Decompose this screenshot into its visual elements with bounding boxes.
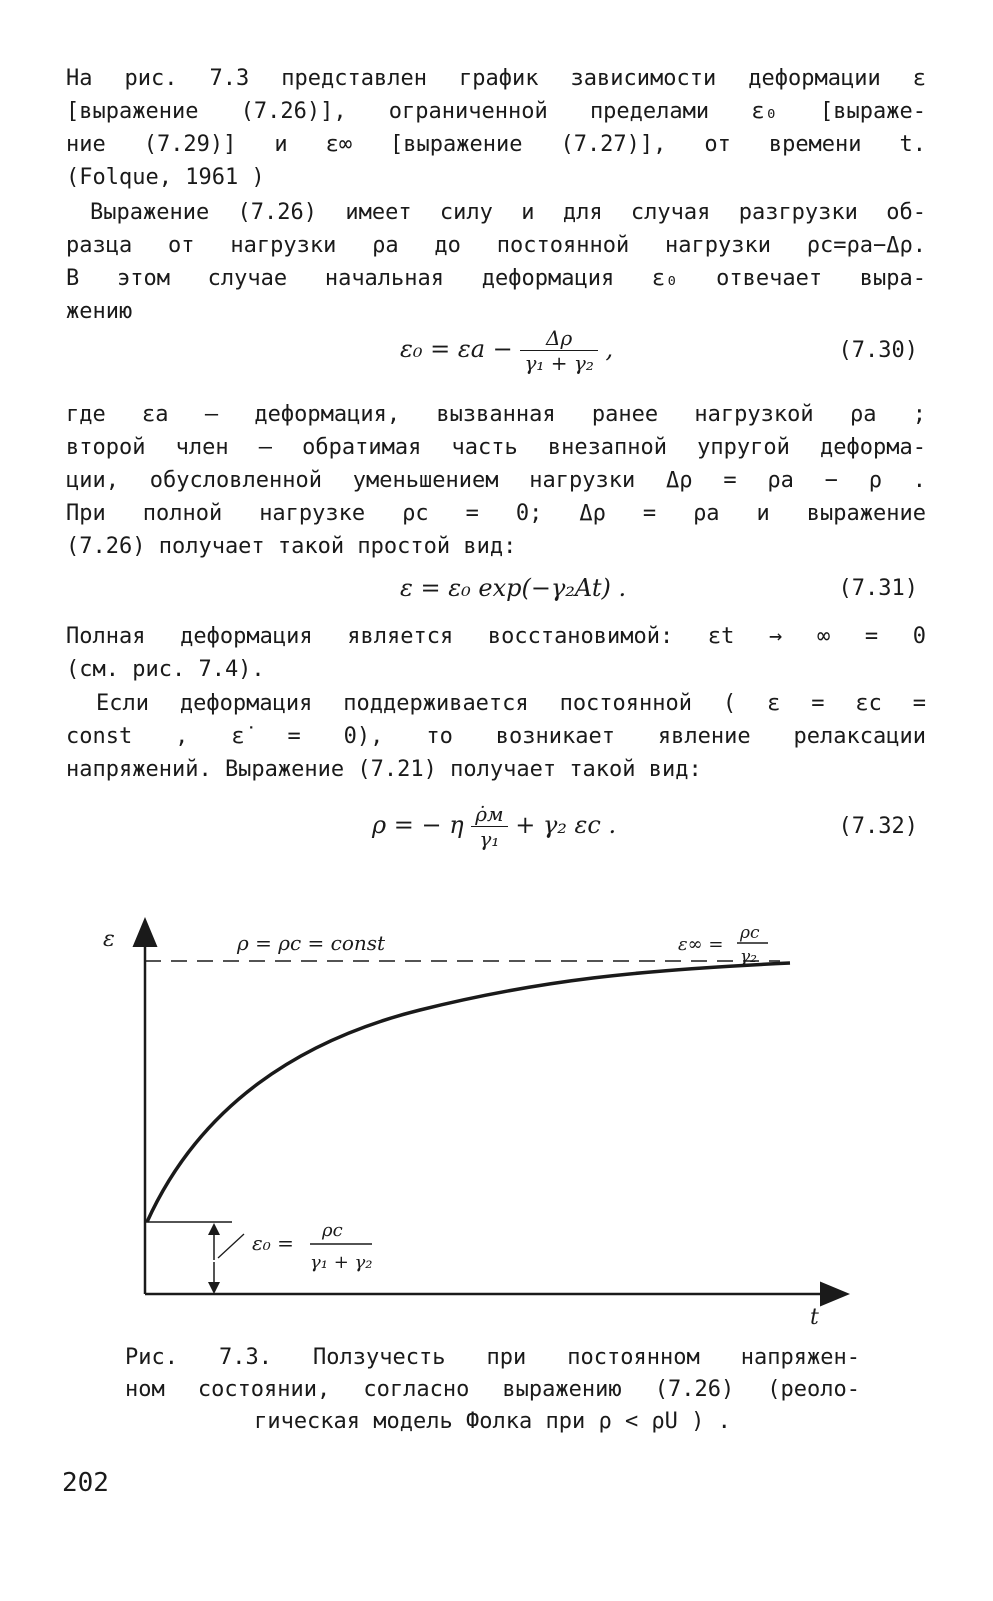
text-line: При полной нагрузке ρc = 0; Δρ = ρa и выражение	[66, 501, 926, 526]
creep-curve	[147, 963, 790, 1222]
creep-figure	[0, 900, 993, 1350]
caption-line: гическая модель Фолка при ρ < ρU ) .	[254, 1409, 731, 1434]
paragraph-recoverable	[66, 620, 926, 686]
text-line: ние (7.29)] и ε∞ [выражение (7.27)], от времени t.	[66, 132, 926, 157]
text-line: (Folque, 1961 )	[66, 165, 265, 190]
fraction-numerator: ρ̇м	[471, 802, 507, 827]
fraction-numerator: Δρ	[520, 326, 597, 351]
equation-number: (7.32)	[838, 814, 918, 839]
text-line: второй член – обратимая часть внезапной упругой деформа-	[66, 435, 926, 460]
text-line: (7.26) получает такой простой вид:	[66, 534, 517, 559]
text-line: На рис. 7.3 представлен график зависимости деформации ε	[66, 66, 926, 91]
caption-line: ном состоянии, согласно выражению (7.26) (реоло-	[125, 1377, 860, 1402]
y-axis-label: ε	[103, 927, 115, 952]
equation-expr: ε = ε₀ exp(−γ₂At) .	[400, 574, 627, 602]
x-axis-label: t	[810, 1305, 819, 1330]
paragraph-where	[66, 398, 926, 563]
text-line: const , ε̇ = 0), то возникает явление релаксации	[66, 724, 926, 749]
text-line: напряжений. Выражение (7.21) получает такой вид:	[66, 757, 702, 782]
asymptote-numerator: ρc	[740, 923, 760, 943]
initial-numerator: ρc	[322, 1220, 343, 1241]
initial-denominator: γ₁ + γ₂	[310, 1252, 373, 1273]
equation-fraction	[520, 326, 597, 375]
constant-load-label: ρ = ρc = const	[237, 931, 386, 955]
text-line: где εa – деформация, вызванная ранее нагрузкой ρa ;	[66, 402, 926, 427]
text-line: [выражение (7.26)], ограниченной пределами ε₀ [выраже-	[66, 99, 926, 124]
equation-lhs: ρ = − η	[372, 811, 464, 839]
figure-caption	[125, 1342, 860, 1438]
initial-leader	[218, 1234, 244, 1258]
equation-lhs: ε₀ = εa −	[400, 335, 513, 363]
text-line: ции, обусловленной уменьшением нагрузки Δρ = ρa − ρ .	[66, 468, 926, 493]
page-number: 202	[62, 1468, 109, 1498]
text-line: разца от нагрузки ρa до постоянной нагрузки ρc=ρa−Δρ.	[66, 233, 926, 258]
equation-7-32	[372, 802, 616, 851]
paragraph-intro	[66, 62, 926, 194]
paragraph-unloading	[66, 196, 926, 328]
equation-number: (7.30)	[838, 338, 918, 363]
paragraph-relaxation	[66, 687, 926, 786]
text-line: жению	[66, 299, 133, 324]
asymptote-label: ε∞ =	[678, 934, 724, 955]
asymptote-denominator: γ₂	[740, 947, 757, 967]
text-line: Если деформация поддерживается постоянной ( ε = εc =	[96, 691, 926, 716]
fraction-denominator: γ₁ + γ₂	[524, 351, 594, 375]
equation-number: (7.31)	[838, 576, 918, 601]
equation-7-31	[400, 574, 626, 602]
equation-fraction	[471, 802, 507, 851]
equation-tail: ,	[605, 335, 614, 363]
equation-tail: + γ₂ εc .	[515, 811, 617, 839]
caption-line: Рис. 7.3. Ползучесть при постоянном напряжен-	[125, 1345, 860, 1370]
equation-7-30	[400, 326, 613, 375]
text-line: Выражение (7.26) имеет силу и для случая разгрузки об-	[90, 200, 926, 225]
text-line: Полная деформация является восстановимой: εt → ∞ = 0	[66, 624, 926, 649]
text-line: В этом случае начальная деформация ε₀ отвечает выра-	[66, 266, 926, 291]
initial-label: ε₀ =	[252, 1231, 294, 1255]
text-line: (см. рис. 7.4).	[66, 657, 265, 682]
fraction-denominator: γ₁	[479, 827, 500, 851]
